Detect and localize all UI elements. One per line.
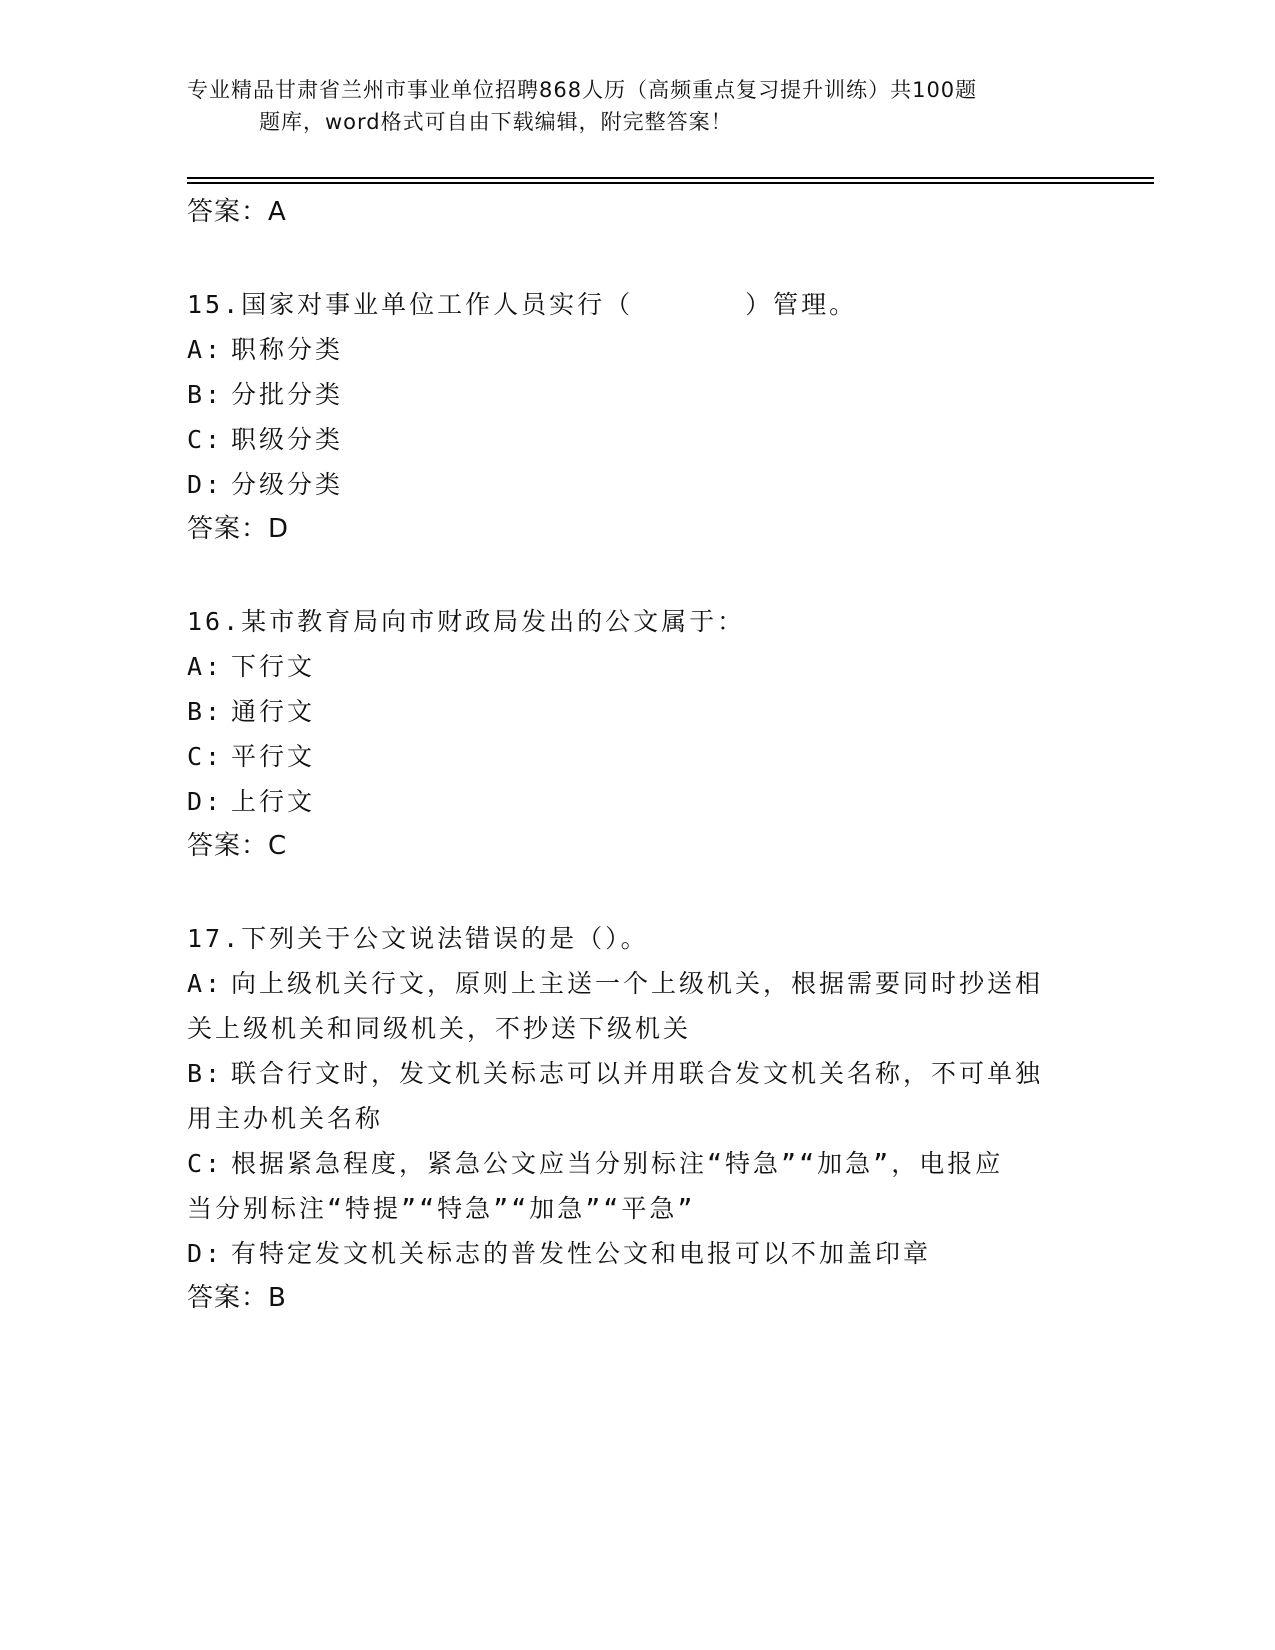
option-a: [187, 644, 1087, 689]
option-text: 平行文: [231, 742, 316, 771]
question-text: 15.国家对事业单位工作人员实行（ ）管理。: [187, 290, 858, 319]
option-text: 有特定发文机关标志的普发性公文和电报可以不加盖印章: [231, 1239, 932, 1268]
option-text: 分级分类: [231, 470, 344, 499]
answer-line: 答案：A: [187, 197, 287, 227]
option-c-continued: 当分别标注“特提”“特急”“加急”“平急”: [187, 1194, 696, 1223]
option-text: 职称分类: [231, 335, 344, 364]
option-a-continued: 关上级机关和同级机关，不抄送下级机关: [187, 1014, 692, 1043]
option-b-continued: 用主办机关名称: [187, 1104, 384, 1133]
option-label: B:: [187, 697, 224, 726]
option-b: [187, 1051, 1087, 1096]
option-text: 分批分类: [231, 380, 344, 409]
option-text: 上行文: [231, 787, 316, 816]
header-title-line1: 专业精品甘肃省兰州市事业单位招聘868人历（高频重点复习提升训练）共100题: [187, 78, 978, 102]
option-label: B:: [187, 380, 224, 409]
option-text: 职级分类: [231, 425, 344, 454]
question-block-15: [187, 282, 1087, 551]
option-b: [187, 689, 1087, 734]
spacer: [187, 868, 1087, 916]
option-text: 通行文: [231, 697, 316, 726]
question-text: 17.下列关于公文说法错误的是（）。: [187, 924, 649, 953]
option-text: 根据紧急程度，紧急公文应当分别标注“特急”“加急”，电报应: [231, 1149, 1004, 1178]
question-block-17: [187, 916, 1087, 1320]
option-label: D:: [187, 787, 224, 816]
option-text: 向上级机关行文，原则上主送一个上级机关，根据需要同时抄送相: [231, 969, 1044, 998]
option-label: A:: [187, 969, 224, 998]
header-divider-bottom: [187, 182, 1154, 184]
option-label: B:: [187, 1059, 224, 1088]
question-content: [187, 190, 1087, 1320]
option-a: [187, 961, 1087, 1006]
answer-line: 答案：D: [187, 514, 290, 544]
option-b: [187, 372, 1087, 417]
option-label: C:: [187, 425, 224, 454]
answer-line: 答案：B: [187, 1283, 287, 1313]
option-text: 下行文: [231, 652, 316, 681]
option-label: D:: [187, 1239, 224, 1268]
option-label: A:: [187, 652, 224, 681]
question-block-16: [187, 599, 1087, 868]
option-a: [187, 327, 1087, 372]
option-label: C:: [187, 1149, 224, 1178]
header-divider-top: [187, 177, 1154, 179]
spacer: [187, 551, 1087, 599]
option-d: [187, 1231, 1087, 1276]
option-d: [187, 779, 1087, 824]
option-label: D:: [187, 470, 224, 499]
option-c: [187, 417, 1087, 462]
option-c: [187, 734, 1087, 779]
document-header: [187, 74, 1087, 138]
option-label: A:: [187, 335, 224, 364]
spacer: [187, 234, 1087, 282]
option-text: 联合行文时，发文机关标志可以并用联合发文机关名称，不可单独: [231, 1059, 1044, 1088]
answer-line: 答案：C: [187, 831, 288, 861]
question-text: 16.某市教育局向市财政局发出的公文属于：: [187, 607, 746, 636]
header-title-line2: 题库，word格式可自由下载编辑，附完整答案！: [259, 110, 733, 134]
option-d: [187, 462, 1087, 507]
option-label: C:: [187, 742, 224, 771]
option-c: [187, 1141, 1087, 1186]
